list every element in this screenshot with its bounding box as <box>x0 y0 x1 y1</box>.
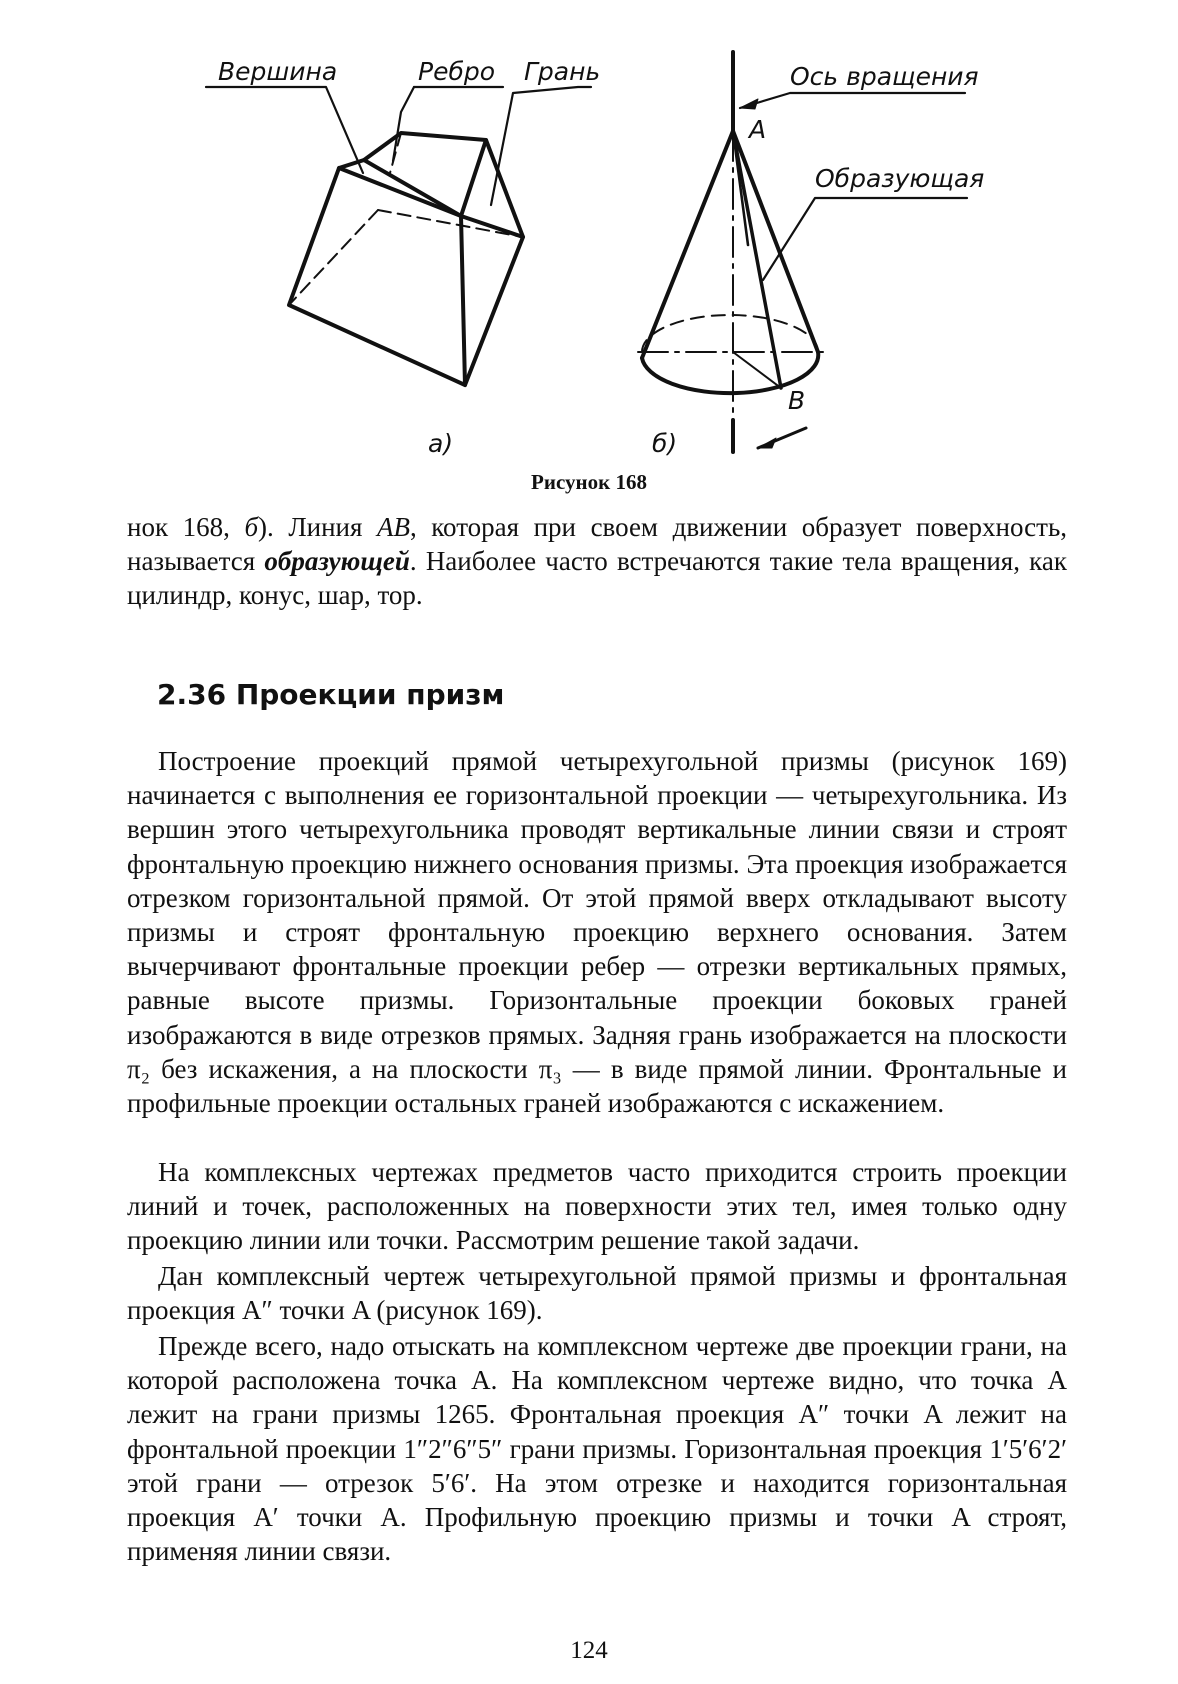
figure-168 <box>200 40 1000 460</box>
cone <box>642 131 818 393</box>
continuation-paragraph <box>127 510 1067 613</box>
continuation-text-1: нок 168, <box>127 512 245 542</box>
page-number: 124 <box>570 1637 608 1664</box>
leader-generatrix <box>763 198 967 280</box>
continuation-text-2: ). Линия <box>258 512 377 542</box>
figure-drawing <box>200 40 1000 460</box>
continuation-text-3: , которая при своем движении образует поверхность, называется <box>127 512 1068 577</box>
leader-axis <box>740 93 965 108</box>
truncated-pyramid <box>289 133 523 385</box>
figure-caption: Рисунок 168 <box>531 470 647 494</box>
label-vertex: Вершина <box>218 57 338 86</box>
term-generatrix: образующей <box>264 546 410 577</box>
line-ab: AB <box>377 512 410 542</box>
continuation-text-4: . Наиболее часто встречаются такие тела вращения, как цилиндр, конус, шар, тор. <box>127 546 1067 611</box>
paragraph-2: На комплексных чертежах предметов часто приходится строить проекции линий и точек, расположенных на поверхности этих тел, имея только одну проекцию линии или точки. Рассмотрим решение такой задачи. <box>127 1157 1067 1256</box>
cone-base-hidden <box>642 315 818 352</box>
section-heading: 2.36 Проекции призм <box>157 678 505 711</box>
paragraph-4: Прежде всего, надо отыскать на комплексном чертеже две проекции грани, на которой расположена точка A. На комплексном чертеже видно, что точка A лежит на грани призмы 1265. Фронтальная проекция A″ точки A лежит на фронтальной проекции 1″2″6″5″ грани призмы. Горизонтальная проекция 1′5′6′2′ этой грани — отрезок 5′6′. На этом отрезке и находится горизонтальная проекция A′ точки A. Профильную проекцию призмы и точки A строят, применяя линии связи. <box>127 1331 1067 1567</box>
leader-edge <box>393 87 414 161</box>
label-axis: Ось вращения <box>790 62 979 91</box>
label-face: Грань <box>524 57 601 86</box>
paragraph-3: Дан комплексный чертеж четырехугольной прямой призмы и фронтальная проекция A″ точки A (рисунок 169). <box>127 1261 1067 1326</box>
hidden-edges <box>289 133 523 305</box>
label-sub-a: а) <box>428 429 454 458</box>
label-generatrix: Образующая <box>815 164 985 193</box>
label-edge: Ребро <box>418 57 496 86</box>
label-sub-b: б) <box>652 429 678 458</box>
paragraph-1: Построение проекций прямой четырехугольной призмы (рисунок 169) начинается с выполнения ее горизонтальной проекции — четырехугольника. Из вершин этого четырехугольника проводят вертикальные линии связи и строят фронтальную проекцию нижнего основания призмы. Эта проекция изображается отрезком горизонтальной прямой. От этой прямой вверх откладывают высоту призмы и строят фронтальную проекцию верхнего основания. Затем вычерчивают фронтальные проекции ребер — отрезки вертикальных прямых, равные высоте призмы. Горизонтальные проекции боковых граней изображаются в виде отрезков прямых. Задняя грань изображается на плоскости π₂ без искажения, а на плоскости π₃ — в виде прямой линии. Фронтальные и профильные проекции остальных граней изображаются с искажением. <box>127 746 1067 1119</box>
label-point-b: B <box>788 386 806 415</box>
figure-ref-b: б <box>244 512 259 542</box>
leader-vertex <box>206 87 363 173</box>
label-point-a: A <box>749 115 767 144</box>
